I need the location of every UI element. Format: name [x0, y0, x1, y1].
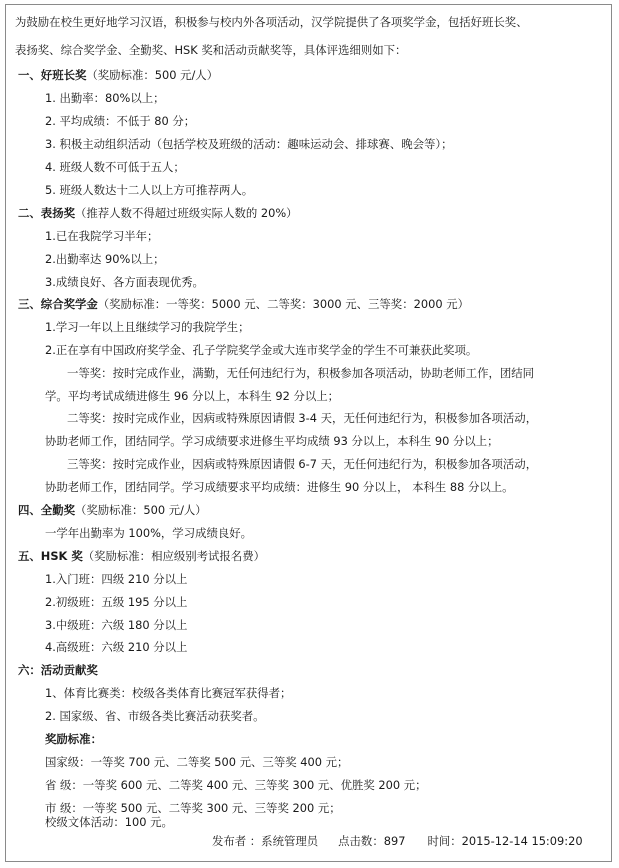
publisher-label: 发布者 ：系统管理员 [212, 834, 319, 848]
s1-item: 4. 班级人数不可低于五人； [45, 160, 185, 174]
intro-line-1: 为鼓励在校生更好地学习汉语，积极参与校内外各项活动，汉学院提供了各项奖学金，包括好班长奖、 [15, 15, 528, 29]
section-5-title [18, 551, 265, 562]
s3-second-prize-line-1: 二等奖：按时完成作业，因病或特殊原因请假 3-4 天，无任何违纪行为，积极参加各项活动， [67, 411, 538, 425]
s3-item: 1.学习一年以上且继续学习的我院学生； [45, 320, 250, 334]
s1-item: 2. 平均成绩：不低于 80 分； [45, 114, 196, 128]
s1-item: 3. 积极主动组织活动（包括学校及班级的活动：趣味运动会、排球赛、晚会等）； [45, 137, 453, 151]
s6-standard-line: 市 级：一等奖 500 元、二等奖 300 元、三等奖 200 元； [45, 801, 341, 815]
s3-item: 2.正在享有中国政府奖学金、孔子学院奖学金或大连市奖学金的学生不可兼获此奖项。 [45, 343, 478, 357]
section-2-name: 表扬奖 [40, 206, 75, 220]
s3-second-prize-line-2: 协助老师工作，团结同学。学习成绩要求进修生平均成绩 93 分以上，本科生 90 分以上； [45, 434, 499, 448]
s5-item: 2.初级班：五级 195 分以上 [45, 595, 188, 609]
s6-standard-line: 省 级：一等奖 600 元、二等奖 400 元、三等奖 300 元、优胜奖 200 元； [45, 778, 427, 792]
s1-item: 5. 班级人数达十二人以上方可推荐两人。 [45, 183, 254, 197]
section-3-name: 综合奖学金 [40, 297, 98, 311]
s6-item: 2. 国家级、省、市级各类比赛活动获奖者。 [45, 709, 265, 723]
s4-body: 一学年出勤率为 100%，学习成绩良好。 [45, 526, 253, 540]
s6-reward-standard-title: 奖励标准： [45, 732, 102, 746]
section-5-note: （奖励标准：相应级别考试报名费） [82, 549, 265, 563]
s1-item: 1. 出勤率：80%以上； [45, 91, 165, 105]
s5-item: 3.中级班：六级 180 分以上 [45, 618, 188, 632]
section-3-number: 三、 [18, 297, 41, 311]
s2-item: 2.出勤率达 90%以上； [45, 252, 165, 266]
s3-third-prize-line-1: 三等奖：按时完成作业，因病或特殊原因请假 6-7 天，无任何违纪行为，积极参加各项活动， [67, 457, 538, 471]
s6-standard-line: 国家级：一等奖 700 元、二等奖 500 元、三等奖 400 元； [45, 755, 349, 769]
section-6-title: 六：活动贡献奖 [18, 663, 98, 677]
footer-meta [212, 836, 583, 847]
section-4-title [18, 505, 207, 516]
section-2-title [18, 208, 298, 219]
section-3-title [18, 299, 469, 310]
section-4-number: 四、 [18, 503, 41, 517]
publish-time: 时间：2015-12-14 15:09:20 [427, 834, 583, 848]
s3-first-prize-line-2: 学。平均考试成绩进修生 96 分以上，本科生 92 分以上； [45, 389, 340, 403]
click-count: 点击数：897 [338, 834, 406, 848]
section-3-note: （奖励标准：一等奖：5000 元、二等奖：3000 元、三等奖：2000 元） [97, 297, 469, 311]
s3-third-prize-line-2: 协助老师工作，团结同学。学习成绩要求平均成绩：进修生 90 分以上， 本科生 88 分以上。 [45, 480, 514, 494]
intro-line-2: 表扬奖、综合奖学金、全勤奖、HSK 奖和活动贡献奖等，具体评选细则如下： [15, 43, 407, 57]
s5-item: 1.入门班：四级 210 分以上 [45, 572, 188, 586]
section-4-note: （奖励标准：500 元/人） [74, 503, 207, 517]
s2-item: 3.成绩良好、各方面表现优秀。 [45, 275, 204, 289]
section-1-number: 一、 [18, 68, 41, 82]
s2-item: 1.已在我院学习半年； [45, 229, 159, 243]
section-4-name: 全勤奖 [40, 503, 75, 517]
section-2-number: 二、 [18, 206, 41, 220]
s6-standard-line-campus: 校级文体活动：100 元。 [45, 815, 173, 829]
s5-item: 4.高级班：六级 210 分以上 [45, 640, 188, 654]
section-1-note: （奖励标准：500 元/人） [86, 68, 219, 82]
s3-first-prize-line-1: 一等奖：按时完成作业，满勤，无任何违纪行为，积极参加各项活动，协助老师工作，团结同 [67, 366, 535, 380]
s6-item: 1、体育比赛类：校级各类体育比赛冠军获得者； [45, 686, 292, 700]
section-1-title [18, 70, 218, 81]
section-1-name: 好班长奖 [40, 68, 87, 82]
section-5-name: HSK 奖 [40, 549, 83, 563]
section-2-note: （推荐人数不得超过班级实际人数的 20%） [74, 206, 298, 220]
section-5-number: 五、 [18, 549, 41, 563]
